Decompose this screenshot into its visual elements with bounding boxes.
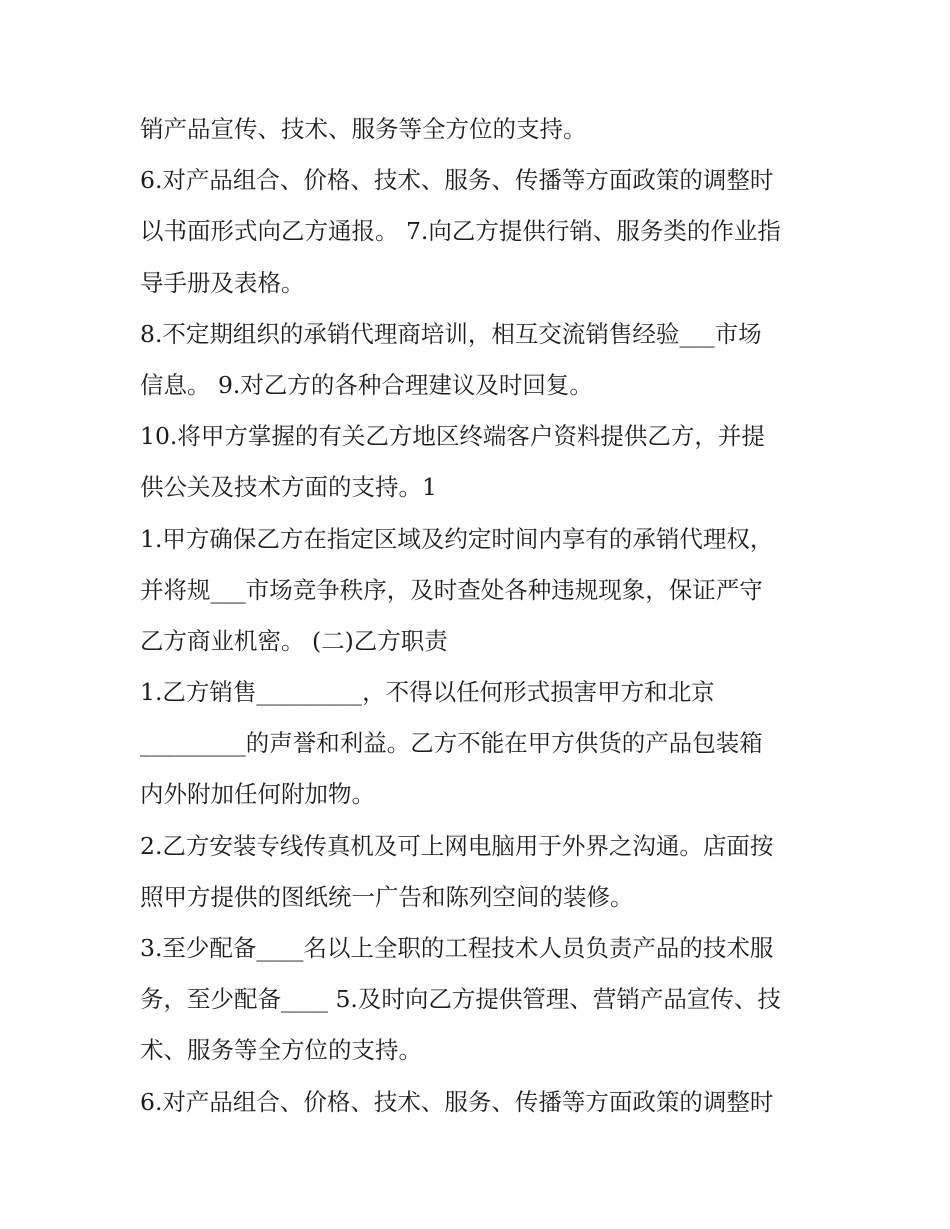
text-line: 2.乙方安装专线传真机及可上网电脑用于外界之沟通。店面按 [140,831,774,860]
text-line: 10.将甲方掌握的有关乙方地区终端客户资料提供乙方，并提 [140,422,765,451]
text-line: 并将规___市场竞争秩序，及时查处各种违规现象，保证严守 [140,575,763,604]
text-line: 乙方商业机密。 (二)乙方职责 [140,626,448,655]
text-line: 信息。 9.对乙方的各种合理建议及时回复。 [140,370,593,399]
text-line: 销产品宣传、技术、服务等全方位的支持。 [140,115,587,143]
text-line: 术、服务等全方位的支持。 [140,1036,422,1065]
text-line: 供公关及技术方面的支持。1 [140,473,437,502]
text-line: 1.乙方销售_________，不得以任何形式损害甲方和北京 [140,678,715,707]
text-line: 照甲方提供的图纸统一广告和陈列空间的装修。 [140,882,634,911]
text-line: _________的声誉和利益。乙方不能在甲方供货的产品包装箱 [140,729,763,758]
text-line: 务，至少配备____ 5.及时向乙方提供管理、营销产品宣传、技 [140,985,781,1014]
text-line: 以书面形式向乙方通报。 7.向乙方提供行销、服务类的作业指 [140,217,781,246]
text-line: 导手册及表格。 [140,268,305,297]
text-line: 内外附加任何附加物。 [140,780,375,809]
text-line: 1.甲方确保乙方在指定区域及约定时间内享有的承销代理权， [140,524,774,553]
body-text [140,104,830,1128]
text-line: 6.对产品组合、价格、技术、服务、传播等方面政策的调整时 [140,1087,774,1116]
text-line: 3.至少配备____名以上全职的工程技术人员负责产品的技术服 [140,934,774,962]
text-line: 6.对产品组合、价格、技术、服务、传播等方面政策的调整时 [140,166,774,195]
text-line: 8.不定期组织的承销代理商培训，相互交流销售经验___市场 [140,319,762,348]
